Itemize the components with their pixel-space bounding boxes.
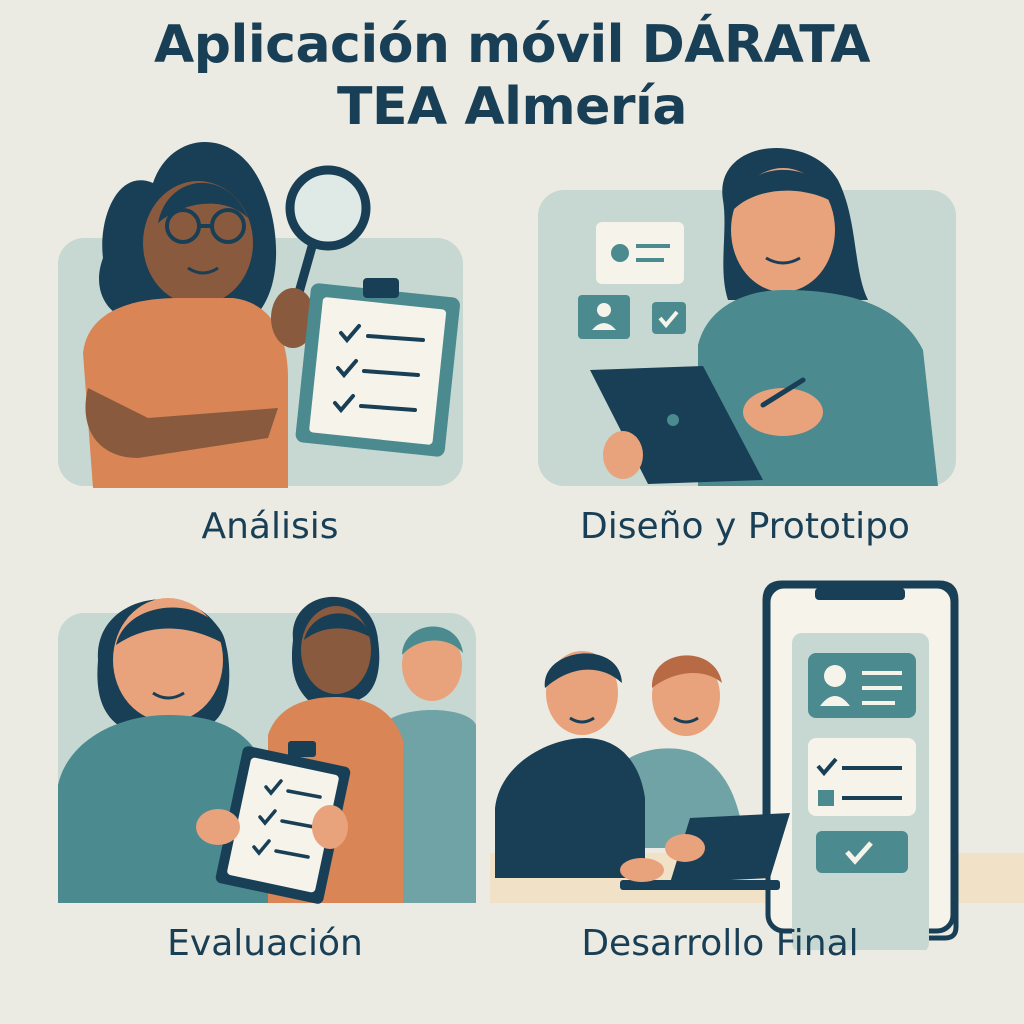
analysis-illustration (58, 128, 468, 498)
title-line-1: Aplicación móvil DÁRATA (154, 15, 870, 75)
design-illustration (538, 130, 958, 490)
evaluation-illustration (58, 565, 478, 905)
phase-label-development: Desarrollo Final (581, 923, 859, 964)
page-title (0, 14, 1024, 138)
development-illustration (490, 578, 1024, 950)
phase-label-evaluation: Evaluación (167, 923, 363, 964)
phase-label-design: Diseño y Prototipo (580, 506, 910, 547)
phase-label-analysis: Análisis (201, 506, 339, 547)
title-line-2: TEA Almería (337, 77, 687, 137)
